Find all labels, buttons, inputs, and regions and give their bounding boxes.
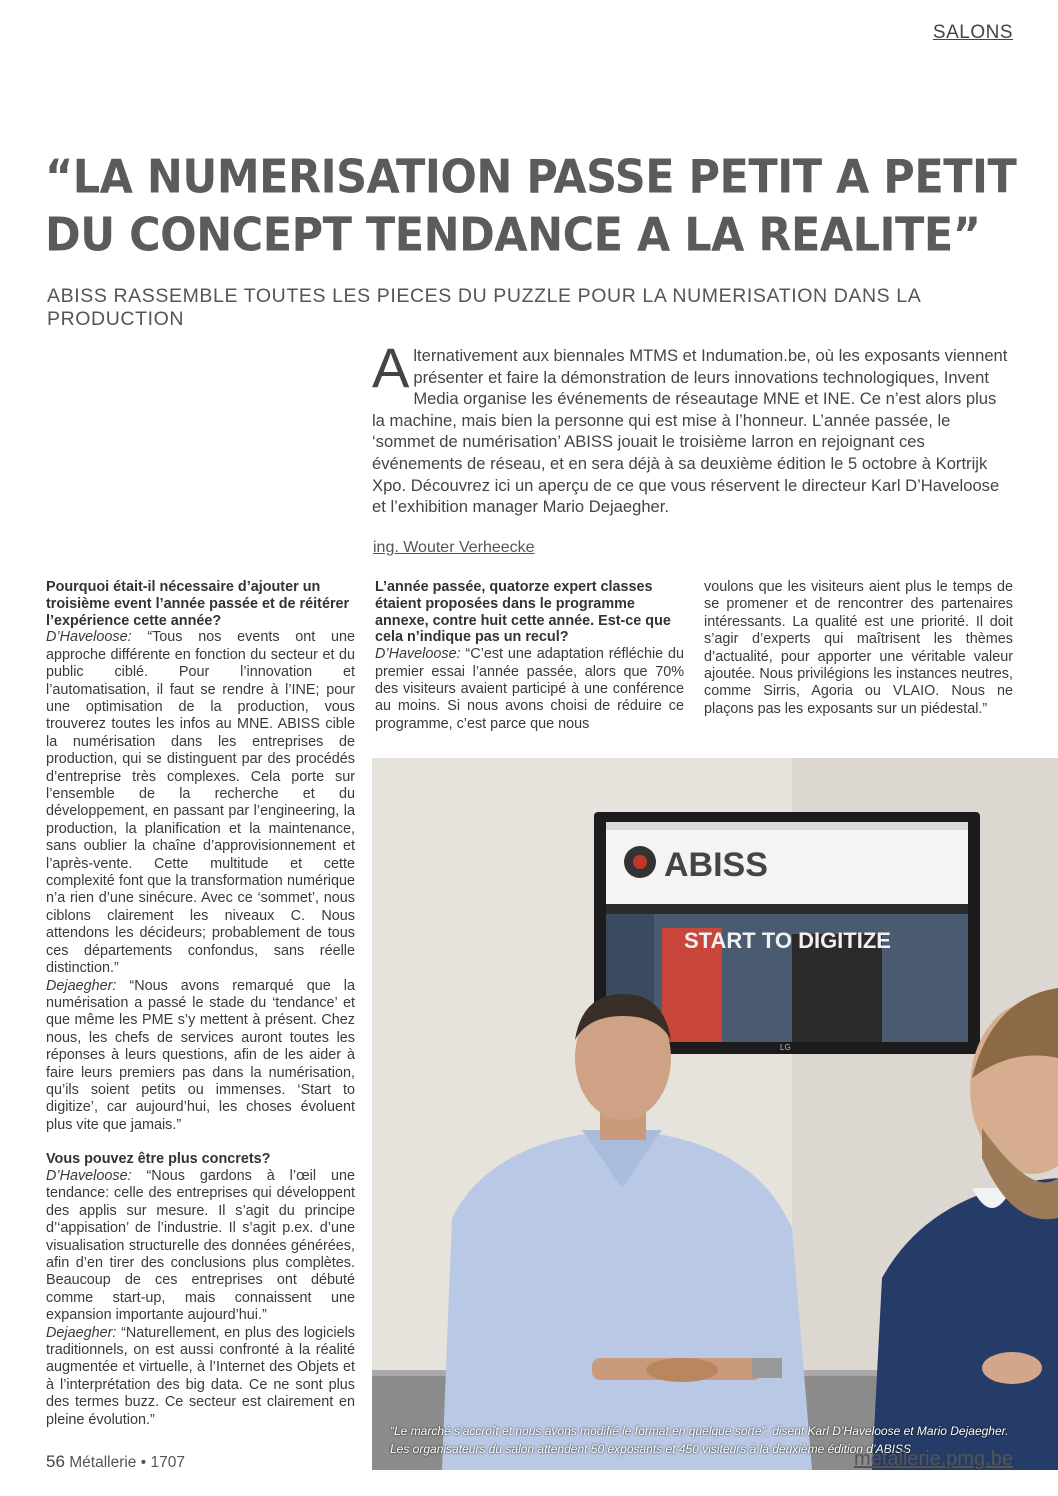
tv-brand: LG bbox=[780, 1043, 791, 1052]
column-2 bbox=[375, 579, 684, 733]
article-intro bbox=[372, 336, 1012, 518]
answer-text: “C’est une adaptation réfléchie du premier essai l’année passée, alors que 70% des visiteurs avaient participé à une conférence au moins. Si nous avons choisi de réduire ce programme, c’est parce que nous bbox=[375, 646, 684, 732]
answer-text: voulons que les visiteurs aient plus le temps de se promener et de rencontrer des partenaires intéressants. La qualité est une priorité. Il doit s’agir d’experts qui maîtrisent les thèmes d’actualité, pour apporter une véritable valeur ajoutée. Nous privilégions les instances neutres, comme Sirris, Agoria ou VLAIO. Nous ne plaçons pas les exposants sur un piédestal.” bbox=[704, 579, 1013, 717]
author-byline: ing. Wouter Verheecke bbox=[373, 539, 535, 556]
screen-brand: ABISS bbox=[664, 846, 768, 884]
drop-cap: A bbox=[372, 336, 410, 399]
answer-paragraph bbox=[46, 1168, 355, 1325]
question-heading: Pourquoi était-il nécessaire d’ajouter un troisième event l’année passée et de réitérer l’expérience cette année? bbox=[46, 579, 350, 629]
article-photo bbox=[372, 758, 1058, 1470]
intro-text: lternativement aux biennales MTMS et Indumation.be, où les exposants viennent présenter et faire la démonstration de leurs innovations technologiques, Invent Media organise les événements de réseautage MNE et INE. Ce n’est alors plus la machine, mais bien la personne qui est mise à l’honneur. L’année passée, le ‘sommet de numérisation’ ABISS jouait le troisième larron en rejoignant ces événements de réseau, et en sera déjà à sa deuxième édition le 5 octobre à Kortrijk Xpo. Découvrez ici un aperçu de ce que vous réservent le directeur Karl D’Haveloose et l’exhibition manager Mario Dejaegher. bbox=[372, 346, 1008, 517]
speaker-name: D’Haveloose: bbox=[46, 1167, 132, 1184]
answer-paragraph bbox=[46, 629, 355, 977]
answer-text: “Nous avons remarqué que la numérisation a passé le stade du ‘tendance’ et que même les PME s’y mettent à présent. Chez nous, les chefs de services auront toutes les réponses à leurs questions, afin de les aider à faire leurs premiers pas dans la numérisation, qu’ils soient petits ou immenses. ‘Start to digitize’, car aujourd’hui, les choses évoluent plus vite que jamais.” bbox=[46, 977, 355, 1133]
title-line-2: DU CONCEPT TENDANCE A LA REALITE” bbox=[45, 208, 981, 263]
speaker-name: Dejaegher: bbox=[46, 1324, 117, 1341]
section-label: SALONS bbox=[932, 22, 1013, 43]
footer-page-info bbox=[46, 1452, 185, 1472]
answer-text: “Tous nos events ont une approche différente en fonction du secteur et du public ciblé. Pour l’innovation et l’automatisation, il faut se rendre à l’INE; pour une optimisation de la production, vous trouverez toutes les infos au MNE. ABISS cible la numérisation dans les entreprises de production, qui se distinguent par des procédés d’entreprise très complexes. Cela porte sur l’ensemble de la recherche et du développement, en passant par l’engineering, la production, la planification et la maintenance, sans oublier la chaîne d’approvisionnement et l’après-vente. Cette multitude et cette complexité font que la transformation numérique n’a rien d’une sinécure. Avec ce ‘sommet’, nous ciblons clairement les niveaux C. Nous attendons les décideurs; probablement de tous ces départements confondus, sans réelle distinction.” bbox=[46, 629, 355, 977]
speaker-name: D’Haveloose: bbox=[375, 646, 461, 663]
photo-caption: “Le marché s’accroît et nous avons modifié le format en quelque sorte”, disent Karl D’Haveloose et Mario Dejaegher. Les organisateurs du salon attendent 50 exposants et 450 visiteurs à la deuxième édition d’ABISS bbox=[390, 1424, 1009, 1456]
title-line-1: “LA NUMERISATION PASSE PETIT A PETIT bbox=[45, 150, 1017, 205]
question-heading: Vous pouvez être plus concrets? bbox=[46, 1151, 271, 1168]
article-subtitle: ABISS RASSEMBLE TOUTES LES PIECES DU PUZZLE POUR LA NUMERISATION DANS LA PRODUCTION bbox=[47, 285, 921, 330]
answer-paragraph bbox=[375, 646, 684, 733]
screen-banner: START TO DIGITIZE bbox=[684, 928, 891, 953]
speaker-name: D’Haveloose: bbox=[46, 629, 132, 646]
column-1 bbox=[46, 579, 355, 1429]
footer-website: metallerie.pmg.be bbox=[854, 1448, 1013, 1470]
article-title bbox=[45, 148, 1025, 265]
question-heading: L’année passée, quatorze expert classes étaient proposées dans le programme annexe, contre huit cette année. Est-ce que cela n’indique pas un recul? bbox=[375, 579, 671, 646]
photo-illustration bbox=[372, 758, 1058, 1470]
speaker-name: Dejaegher: bbox=[46, 977, 117, 994]
answer-paragraph bbox=[46, 978, 355, 1135]
answer-text: “Nous gardons à l’œil une tendance: celle des entreprises qui développent des applis sur mesure. Il s’agit du principe d’‘appisation’ de l’industrie. Il s’agit p.ex. d’une visualisation structurelle des données générées, afin d’en tirer des conclusions plus complètes. Beaucoup de ces entreprises ont débuté comme start-up, mais connaissent une expansion importante aujourd’hui.” bbox=[46, 1167, 355, 1324]
magazine-issue: Métallerie • 1707 bbox=[69, 1454, 185, 1471]
column-3 bbox=[704, 579, 1013, 718]
answer-paragraph bbox=[46, 1325, 355, 1429]
page-number: 56 bbox=[46, 1452, 65, 1471]
answer-text: “Naturellement, en plus des logiciels traditionnels, on est aussi confronté à la réalité augmentée et virtuelle, à l’Internet des Objets et à l’interprétation des big data. Ce ne sont plus des termes buzz. Ce secteur est clairement en pleine évolution.” bbox=[46, 1324, 355, 1428]
